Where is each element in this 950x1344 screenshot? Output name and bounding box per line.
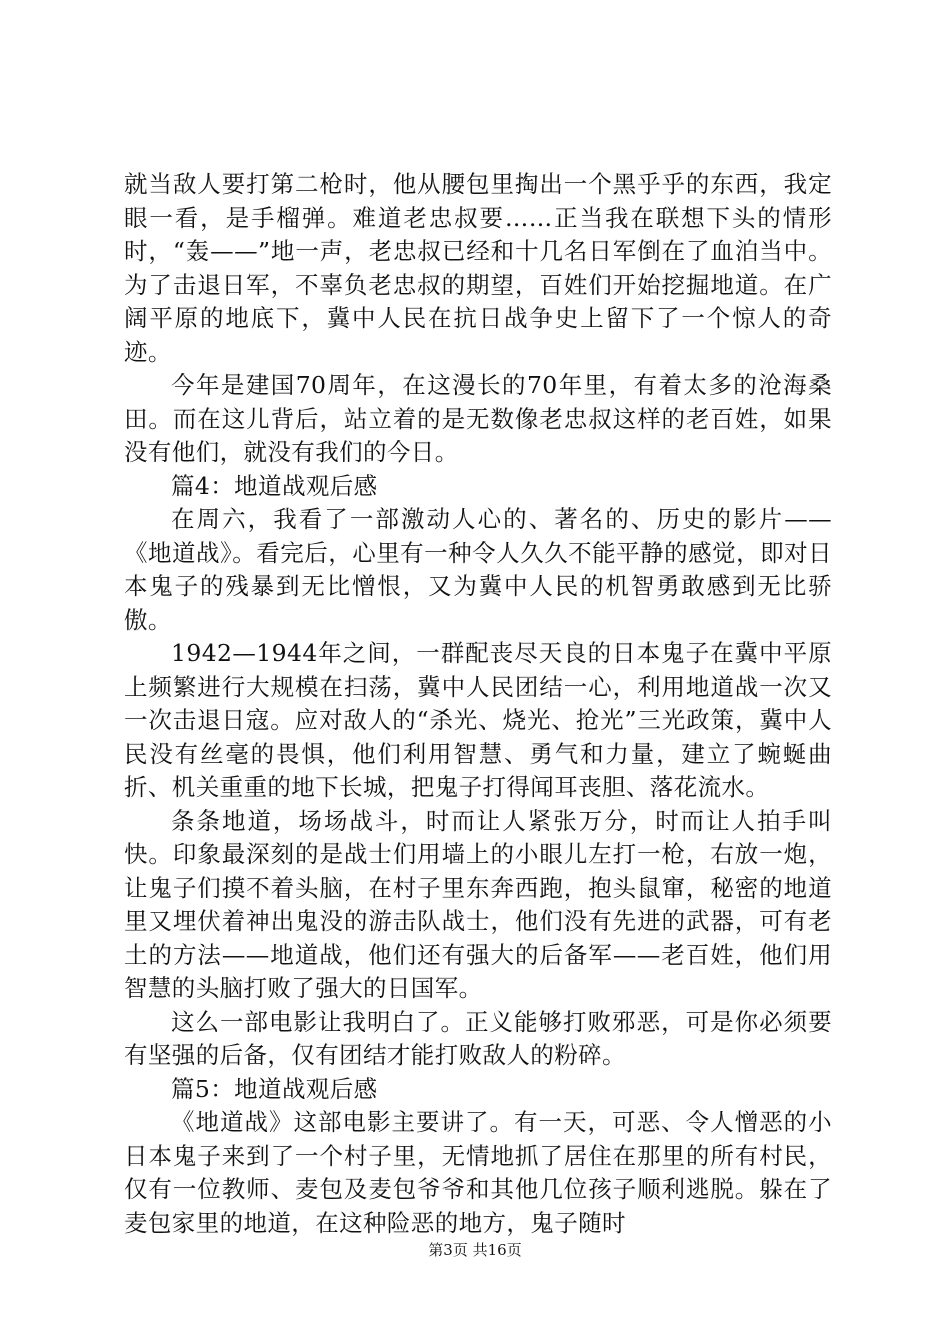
section-heading: 篇4：地道战观后感: [171, 471, 378, 500]
paragraph-continuation: 就当敌人要打第二枪时，他从腰包里掏出一个黑乎乎的东西，我定眼一看，是手榴弹。难道老忠叔要……正当我在联想下头的情形时，“轰——”地一声，老忠叔已经和十几名日军倒在了血泊当中。为了击退日军，不辜负老忠叔的期望，百姓们开始挖掘地道。在广阔平原的地底下，冀中人民在抗日战争史上留下了一个惊人的奇迹。: [124, 170, 832, 366]
paragraph: 1942—1944年之间，一群配丧尽天良的日本鬼子在冀中平原上频繁进行大规模在扫荡，冀中人民团结一心，利用地道战一次又一次击退日寇。应对敌人的“杀光、烧光、抢光”三光政策，冀中人民没有丝毫的畏惧，他们利用智慧、勇气和力量，建立了蜿蜒曲折、机关重重的地下长城，把鬼子打得闻耳丧胆、落花流水。: [124, 639, 832, 801]
paragraph: 在周六，我看了一部激动人心的、著名的、历史的影片——《地道战》。看完后，心里有一种令人久久不能平静的感觉，即对日本鬼子的残暴到无比憎恨，又为冀中人民的机智勇敢感到无比骄傲。: [124, 505, 832, 634]
paragraph: 这么一部电影让我明白了。正义能够打败邪恶，可是你必须要有坚强的后备，仅有团结才能打败敌人的粉碎。: [124, 1007, 832, 1069]
document-body: [124, 168, 832, 1240]
paragraph: 条条地道，场场战斗，时而让人紧张万分，时而让人拍手叫快。印象最深刻的是战士们用墙上的小眼儿左打一枪，右放一炮，让鬼子们摸不着头脑，在村子里东奔西跑，抱头鼠窜，秘密的地道里又埋伏着神出鬼没的游击队战士，他们没有先进的武器，可有老土的方法——地道战，他们还有强大的后备军——老百姓，他们用智慧的头脑打败了强大的日国军。: [124, 806, 832, 1002]
paragraph: 《地道战》这部电影主要讲了。有一天，可恶、令人憎恶的小日本鬼子来到了一个村子里，无情地抓了居住在那里的所有村民，仅有一位教师、麦包及麦包爷爷和其他几位孩子顺利逃脱。躲在了麦包家里的地道，在这种险恶的地方，鬼子随时: [124, 1108, 832, 1237]
section-heading: 篇5：地道战观后感: [171, 1074, 378, 1103]
page-number-footer: 第3页 共16页: [428, 1241, 522, 1259]
paragraph: 今年是建国70周年，在这漫长的70年里，有着太多的沧海桑田。而在这儿背后，站立着的是无数像老忠叔这样的老百姓，如果没有他们，就没有我们的今日。: [124, 371, 832, 466]
